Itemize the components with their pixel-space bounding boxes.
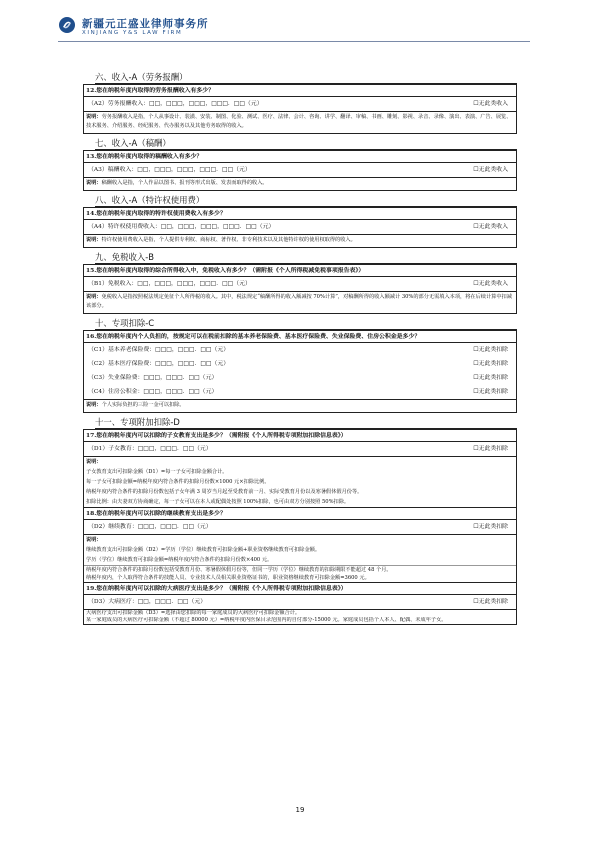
section-title-royalties: 八、收入-A（特许权使用费） xyxy=(95,195,517,207)
question-13-box xyxy=(83,150,517,191)
question-19: 19.您在纳税年度内可以扣除的大病医疗支出是多少？（需附报《个人所得税专项附加扣除信息表》） xyxy=(84,583,516,595)
page-number: 19 xyxy=(295,806,305,814)
firm-name-en: XINJIANG Y&S LAW FIRM xyxy=(82,30,183,36)
question-17-box xyxy=(83,429,517,508)
no-pension-deduction-checkbox[interactable]: ☐无此类扣除 xyxy=(473,347,508,353)
no-medical-deduction-checkbox[interactable]: ☐无此类扣除 xyxy=(473,361,508,367)
continuing-education-row xyxy=(84,520,516,534)
note-text: 特许权使用费收入是指，个人提供专利权、商标权、著作权、非专利技术以及其他特许权的使用权取得的收入。 xyxy=(101,237,356,243)
child-education-field[interactable]: （D1）子女教育：□□□，□□□．□□（元） xyxy=(88,446,212,452)
question-19-box xyxy=(83,583,517,625)
author-income-note xyxy=(84,177,516,190)
serious-illness-field[interactable]: （D3）大病医疗：□□，□□□．□□（元） xyxy=(88,599,207,605)
note-text: 个人实际负担的三险一金可以扣除。 xyxy=(101,402,185,408)
child-education-text-2: 每一子女可扣除金额=纳税年度内符合条件的扣除月份数×1000 元×扣除比例。 xyxy=(86,479,270,485)
page-header xyxy=(0,0,600,48)
pension-insurance-row xyxy=(84,343,516,357)
child-education-row xyxy=(84,442,516,456)
royalty-income-note xyxy=(84,234,516,247)
question-16-box xyxy=(83,330,517,413)
special-deductions-note xyxy=(84,399,516,412)
continuing-education-field[interactable]: （D2）继续教育：□□□，□□□．□□（元） xyxy=(88,524,212,530)
no-housing-fund-deduction-checkbox[interactable]: ☐无此类扣除 xyxy=(473,389,508,395)
continuing-education-text-2: 学历（学位）继续教育可扣除金额=纳税年度内符合条件的扣除月份数×400 元。 xyxy=(86,557,273,563)
question-18-box xyxy=(83,508,517,583)
continuing-education-text-3: 纳税年度内符合条件的扣除月份数包括受教育月份、寒暑假休假月份等，但同一学历（学位）继续教育的扣除期限不能超过 48 个月。 xyxy=(84,565,516,574)
question-18: 18.您在纳税年度内可以扣除的继续教育支出是多少？ xyxy=(84,508,516,520)
housing-fund-row xyxy=(84,385,516,399)
question-15-box xyxy=(83,264,517,314)
child-education-text-4: 扣除比例：由夫妻双方协商确定，每一子女可以在本人或配偶处按照 100%扣除，也可由双方分别按照 50%扣除。 xyxy=(86,499,350,505)
child-education-text-1: 子女教育支出可扣除金额（D1）=每一子女可扣除金额合计。 xyxy=(86,469,228,475)
no-continuing-education-checkbox[interactable]: ☐无此类扣除 xyxy=(473,524,508,530)
exempt-income-field[interactable]: （B1）免税收入：□□，□□□，□□□，□□□．□□（元） xyxy=(88,281,251,287)
no-royalty-income-checkbox[interactable]: ☐无此类收入 xyxy=(473,224,508,230)
royalty-income-row xyxy=(84,220,516,234)
question-14: 14.您在纳税年度内取得的特许权使用费收入有多少？ xyxy=(84,208,516,220)
header-divider xyxy=(58,41,530,42)
continuing-education-text-1: 继续教育支出可扣除金额（D2）=学历（学位）继续教育可扣除金额+职业资格继续教育可扣除金额。 xyxy=(86,547,321,553)
unemployment-insurance-field[interactable]: （C3）失业保险费：□□□，□□□．□□（元） xyxy=(88,375,218,381)
pension-insurance-field[interactable]: （C1）基本养老保险费：□□□，□□□．□□（元） xyxy=(88,347,230,353)
note-label: 说明： xyxy=(86,114,102,120)
child-education-note-label: 说明： xyxy=(84,456,516,467)
no-child-education-checkbox[interactable]: ☐无此类扣除 xyxy=(473,446,508,452)
section-title-royalty-writing: 七、收入-A（稿酬） xyxy=(95,138,517,150)
question-17: 17.您在纳税年度内可以扣除的子女教育支出是多少？（需附报《个人所得税专项附加扣除信息表》） xyxy=(84,430,516,442)
exempt-income-row xyxy=(84,277,516,291)
note-text: 劳务报酬收入是指，个人从事设计、装潢、安装、制图、化验、测试、医疗、法律、会计、咨询、讲学、翻译、审稿、书画、雕刻、影视、录音、录像、演出、表演、广告、展览、技术服务、介绍服务、经纪服务、代办服务以及其他劳务取得的收入。 xyxy=(86,114,512,129)
unemployment-insurance-row xyxy=(84,371,516,385)
note-label: 说明： xyxy=(86,237,102,243)
medical-insurance-field[interactable]: （C2）基本医疗保险费：□□□，□□□．□□（元） xyxy=(88,361,230,367)
note-label: 说明： xyxy=(86,180,102,186)
continuing-education-text-4: 纳税年度内，个人取得符合条件的技能人员、专业技术人员相关职业资格证书的，职业资格继续教育可扣除金额=3600 元。 xyxy=(86,575,370,581)
serious-illness-row xyxy=(84,595,516,609)
serious-illness-text-2: 某一家庭成员的大病医疗可扣除金额（不超过 80000 元）=纳税年度内医保目录范围内的自付部分-15000 元。家庭成员包括个人本人、配偶、未成年子女。 xyxy=(86,617,447,623)
labor-income-field[interactable]: （A2）劳务报酬收入：□□，□□□，□□□，□□□．□□（元） xyxy=(88,101,263,107)
no-author-income-checkbox[interactable]: ☐无此类收入 xyxy=(473,167,508,173)
note-text: 稿酬收入是指，个人作品以图书、报刊等形式出版、发表而取得的收入。 xyxy=(101,180,268,186)
section-title-labor: 六、收入-A（劳务报酬） xyxy=(95,72,517,84)
labor-income-row xyxy=(84,97,516,111)
firm-name-cn: 新疆元正盛业律师事务所 xyxy=(82,18,209,30)
medical-insurance-row xyxy=(84,357,516,371)
author-income-row xyxy=(84,163,516,177)
no-unemployment-deduction-checkbox[interactable]: ☐无此类扣除 xyxy=(473,375,508,381)
no-labor-income-checkbox[interactable]: ☐无此类收入 xyxy=(473,101,508,107)
author-income-field[interactable]: （A3）稿酬收入：□□，□□□，□□□，□□□．□□（元） xyxy=(88,167,251,173)
continuing-education-note-label: 说明： xyxy=(84,534,516,545)
note-label: 说明： xyxy=(86,294,102,300)
royalty-income-field[interactable]: （A4）特许权使用费收入：□□，□□□，□□□，□□□．□□（元） xyxy=(88,224,275,230)
question-15: 15.您在纳税年度内取得的综合所得收入中，免税收入有多少？（需附报《个人所得税减免税事项报告表》） xyxy=(84,265,516,277)
note-text: 免税收入是指按照税法规定免征个人所得税的收入。其中，税法规定“稿酬所得的收入额减按 70%计算”，对稿酬所得的收入额减计 30%的部分无需填入本项，将在后续计算中扣减该部分。 xyxy=(86,294,512,309)
exempt-income-note xyxy=(84,291,516,313)
no-exempt-income-checkbox[interactable]: ☐无此类收入 xyxy=(473,281,508,287)
firm-logo-icon xyxy=(58,16,76,34)
serious-illness-text-1: 大病医疗支出可扣除金额（D3）=选择由您扣除的每一家庭成员的大病医疗可扣除金额合计。 xyxy=(84,609,516,617)
form-content xyxy=(83,72,517,629)
housing-fund-field[interactable]: （C4）住房公积金：□□□，□□□．□□（元） xyxy=(88,389,218,395)
labor-income-note xyxy=(84,111,516,133)
section-title-special-deductions: 十、专项扣除-C xyxy=(95,318,517,330)
question-13: 13.您在纳税年度内取得的稿酬收入有多少？ xyxy=(84,151,516,163)
no-serious-illness-checkbox[interactable]: ☐无此类扣除 xyxy=(473,599,508,605)
child-education-text-3: 纳税年度内符合条件的扣除月份数包括子女年满 3 周岁当月起至受教育前一月、实际受教育月份以及寒暑假休假月份等。 xyxy=(86,489,363,495)
section-title-additional-deductions: 十一、专项附加扣除-D xyxy=(95,417,517,429)
section-title-tax-exempt: 九、免税收入-B xyxy=(95,252,517,264)
question-12-box xyxy=(83,84,517,134)
question-12: 12.您在纳税年度内取得的劳务报酬收入有多少？ xyxy=(84,85,516,97)
question-14-box xyxy=(83,207,517,248)
note-label: 说明： xyxy=(86,402,102,408)
question-16: 16.您在纳税年度内个人负担的，按规定可以在税前扣除的基本养老保险费、基本医疗保险费、失业保险费、住房公积金是多少？ xyxy=(84,331,516,343)
